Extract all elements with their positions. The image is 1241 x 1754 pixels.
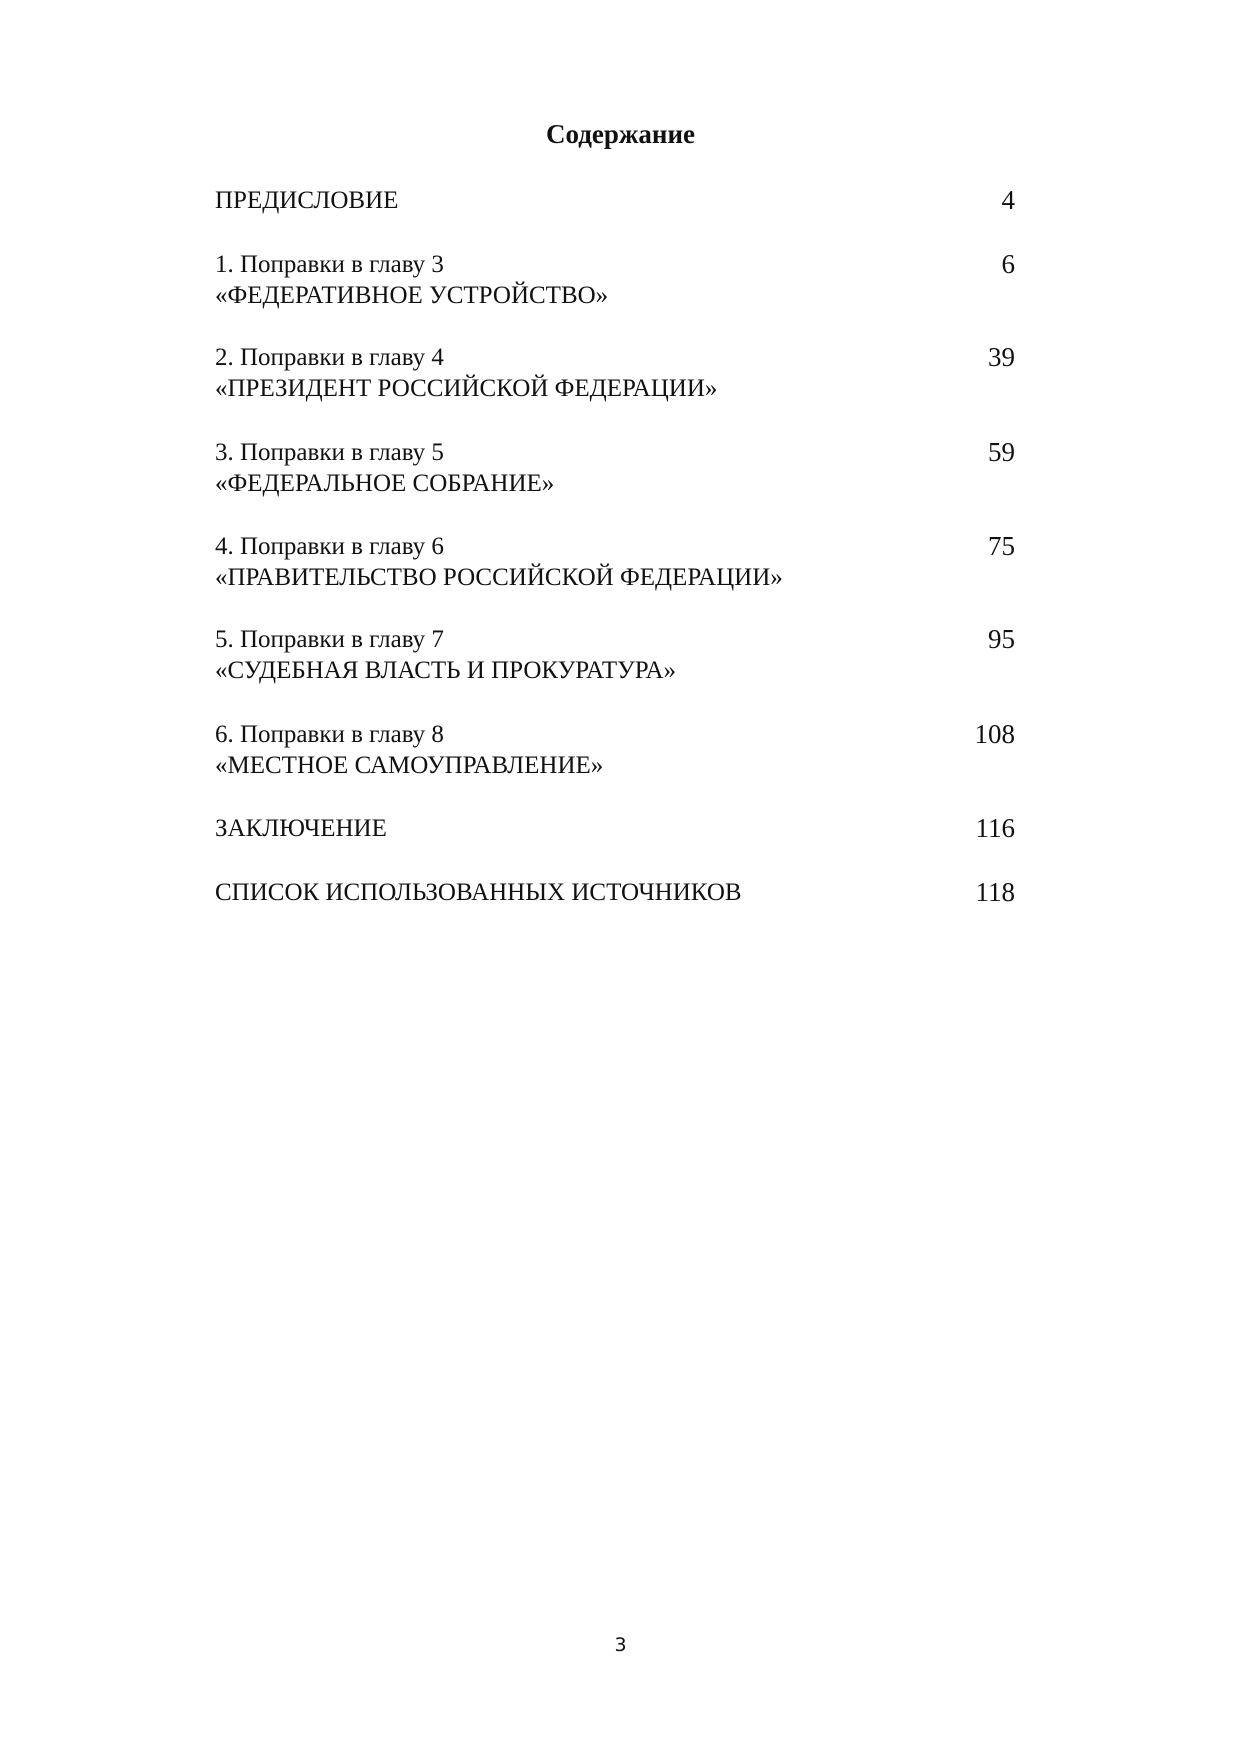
toc-entry-title: 6. Поправки в главу 8 xyxy=(215,721,444,748)
toc-entry-page: 4 xyxy=(1001,185,1015,215)
toc-entry-title: 4. Поправки в главу 6 xyxy=(215,533,444,560)
toc-entry-page: 39 xyxy=(988,342,1015,372)
toc-entry-chapter-5[interactable] xyxy=(215,437,1015,499)
toc-entry-page: 95 xyxy=(988,624,1015,654)
toc-entry-preface[interactable] xyxy=(215,185,1015,216)
toc-entry-subtitle: «ФЕДЕРАТИВНОЕ УСТРОЙСТВО» xyxy=(215,282,609,309)
page-number: 3 xyxy=(614,1634,627,1656)
toc-entry-chapter-8[interactable] xyxy=(215,719,1015,781)
toc-entry-subtitle: «ФЕДЕРАЛЬНОЕ СОБРАНИЕ» xyxy=(215,470,555,497)
toc-entry-page: 116 xyxy=(975,813,1015,843)
toc-entry-subtitle: «ПРАВИТЕЛЬСТВО РОССИЙСКОЙ ФЕДЕРАЦИИ» xyxy=(215,564,783,591)
toc-entry-title: ПРЕДИСЛОВИЕ xyxy=(215,187,399,214)
toc-entry-page: 75 xyxy=(988,531,1015,561)
toc-entry-references[interactable] xyxy=(215,877,1015,908)
toc-entry-chapter-3[interactable] xyxy=(215,249,1015,311)
toc-entry-subtitle: «ПРЕЗИДЕНТ РОССИЙСКОЙ ФЕДЕРАЦИИ» xyxy=(215,375,718,402)
toc-entry-page: 108 xyxy=(974,719,1015,749)
toc-entry-subtitle: «МЕСТНОЕ САМОУПРАВЛЕНИЕ» xyxy=(215,752,604,779)
toc-entry-title: 3. Поправки в главу 5 xyxy=(215,439,444,466)
toc-entry-page: 118 xyxy=(975,877,1015,907)
toc-entry-title: ЗАКЛЮЧЕНИЕ xyxy=(215,815,387,842)
toc-entry-title: 1. Поправки в главу 3 xyxy=(215,251,444,278)
toc-entry-chapter-4[interactable] xyxy=(215,342,1015,404)
toc-entry-page: 6 xyxy=(1001,249,1015,279)
toc-entry-subtitle: «СУДЕБНАЯ ВЛАСТЬ И ПРОКУРАТУРА» xyxy=(215,657,677,684)
toc-entry-page: 59 xyxy=(988,437,1015,467)
toc-entry-chapter-6[interactable] xyxy=(215,531,1015,593)
page-title: Содержание xyxy=(545,119,696,149)
toc-entry-title: 5. Поправки в главу 7 xyxy=(215,626,444,653)
toc-entry-title: СПИСОК ИСПОЛЬЗОВАННЫХ ИСТОЧНИКОВ xyxy=(215,879,742,906)
toc-entry-chapter-7[interactable] xyxy=(215,624,1015,686)
toc-entry-conclusion[interactable] xyxy=(215,813,1015,844)
toc-entry-title: 2. Поправки в главу 4 xyxy=(215,344,444,371)
